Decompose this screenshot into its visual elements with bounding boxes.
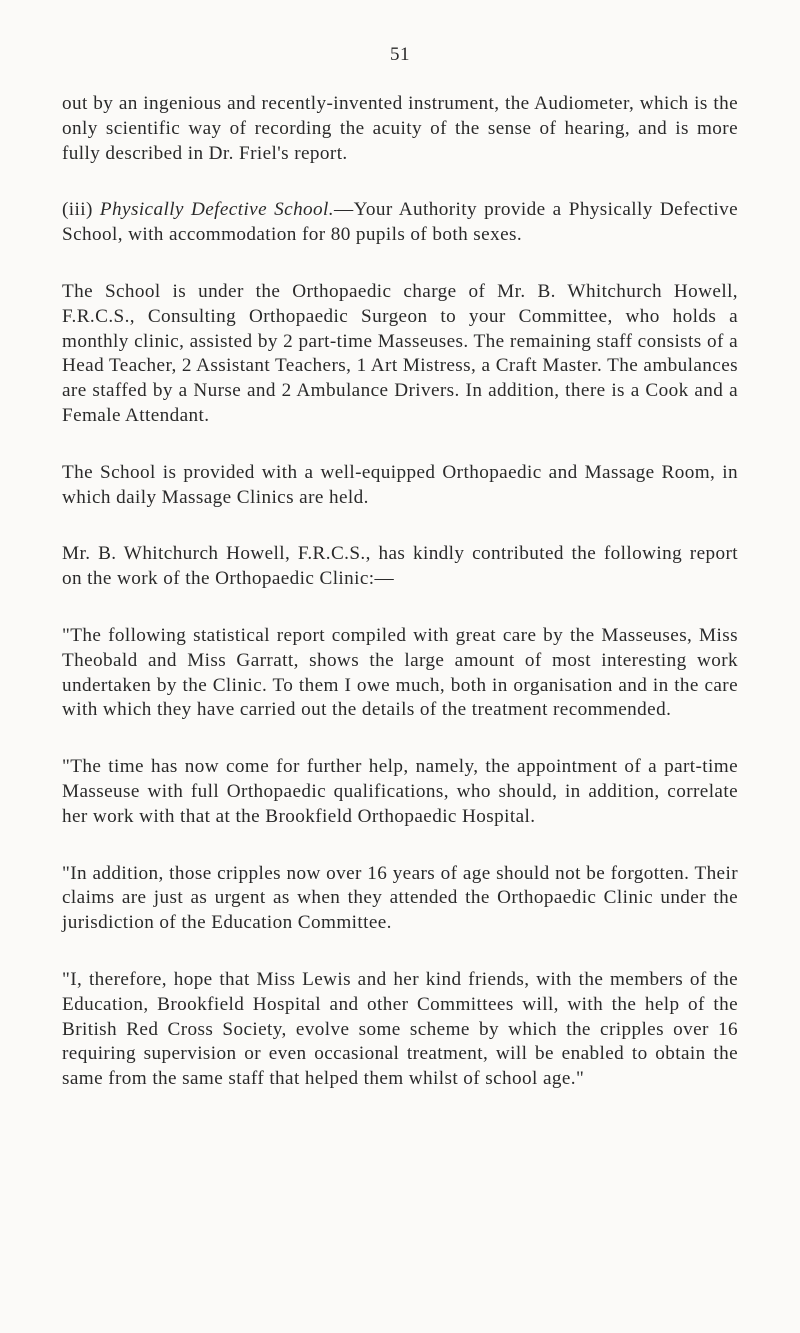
- paragraph-cripples-over-16: "In addition, those cripples now over 16 years of age should not be forgotten. Their claims are just as urgent as when they attended the Orthopaedic Clinic under the jurisdiction of the Education Committee.: [62, 862, 738, 934]
- section-body: —Your Authority provide a Physically Defective School, with accommodation for 80 pupils of both sexes.: [62, 199, 738, 246]
- section-heading: Physically Defective School.: [99, 199, 334, 221]
- document-page: [62, 44, 738, 1092]
- paragraph-further-help: "The time has now come for further help, namely, the appointment of a part-time Masseuse with full Orthopaedic qualifications, who should, in addition, correlate her work with that at the Brookfield Orthopaedic Hospital.: [62, 756, 738, 827]
- section-number: (iii): [62, 199, 100, 221]
- paragraph-audiometer: out by an ingenious and recently-invented instrument, the Audiometer, which is the only scientific way of recording the acuity of the sense of hearing, and is more fully described in Dr. Friel's report.: [62, 93, 738, 164]
- paragraph-statistical-report: "The following statistical report compiled with great care by the Masseuses, Miss Theobald and Miss Garratt, shows the large amount of most interesting work undertaken by the Clinic. To them I owe much, both in organisation and in the care with which they have carried out the details of the treatment recommended.: [62, 624, 738, 721]
- paragraph-massage-room: The School is provided with a well-equipped Orthopaedic and Massage Room, in which daily Massage Clinics are held.: [62, 461, 738, 508]
- paragraph-physically-defective-school: [62, 198, 738, 248]
- paragraph-scheme-hope: "I, therefore, hope that Miss Lewis and her kind friends, with the members of the Education, Brookfield Hospital and other Committees will, with the help of the British Red Cross Society, evolve some scheme by which the cripples over 16 requiring supervision or even occasional treatment, will be enabled to obtain the same from the same staff that helped them whilst of school age.": [62, 968, 738, 1090]
- page-number: 51: [390, 44, 410, 65]
- paragraph-school-staff: The School is under the Orthopaedic charge of Mr. B. Whitchurch Howell, F.R.C.S., Consulting Orthopaedic Surgeon to your Committee, who holds a monthly clinic, assisted by 2 part-time Masseuses. The remaining staff consists of a Head Teacher, 2 Assistant Teachers, 1 Art Mistress, a Craft Master. The ambulances are staffed by a Nurse and 2 Ambulance Drivers. In addition, there is a Cook and a Female Attendant.: [62, 280, 738, 426]
- paragraph-report-intro: Mr. B. Whitchurch Howell, F.R.C.S., has kindly contributed the following report on the work of the Orthopaedic Clinic:—: [62, 543, 738, 590]
